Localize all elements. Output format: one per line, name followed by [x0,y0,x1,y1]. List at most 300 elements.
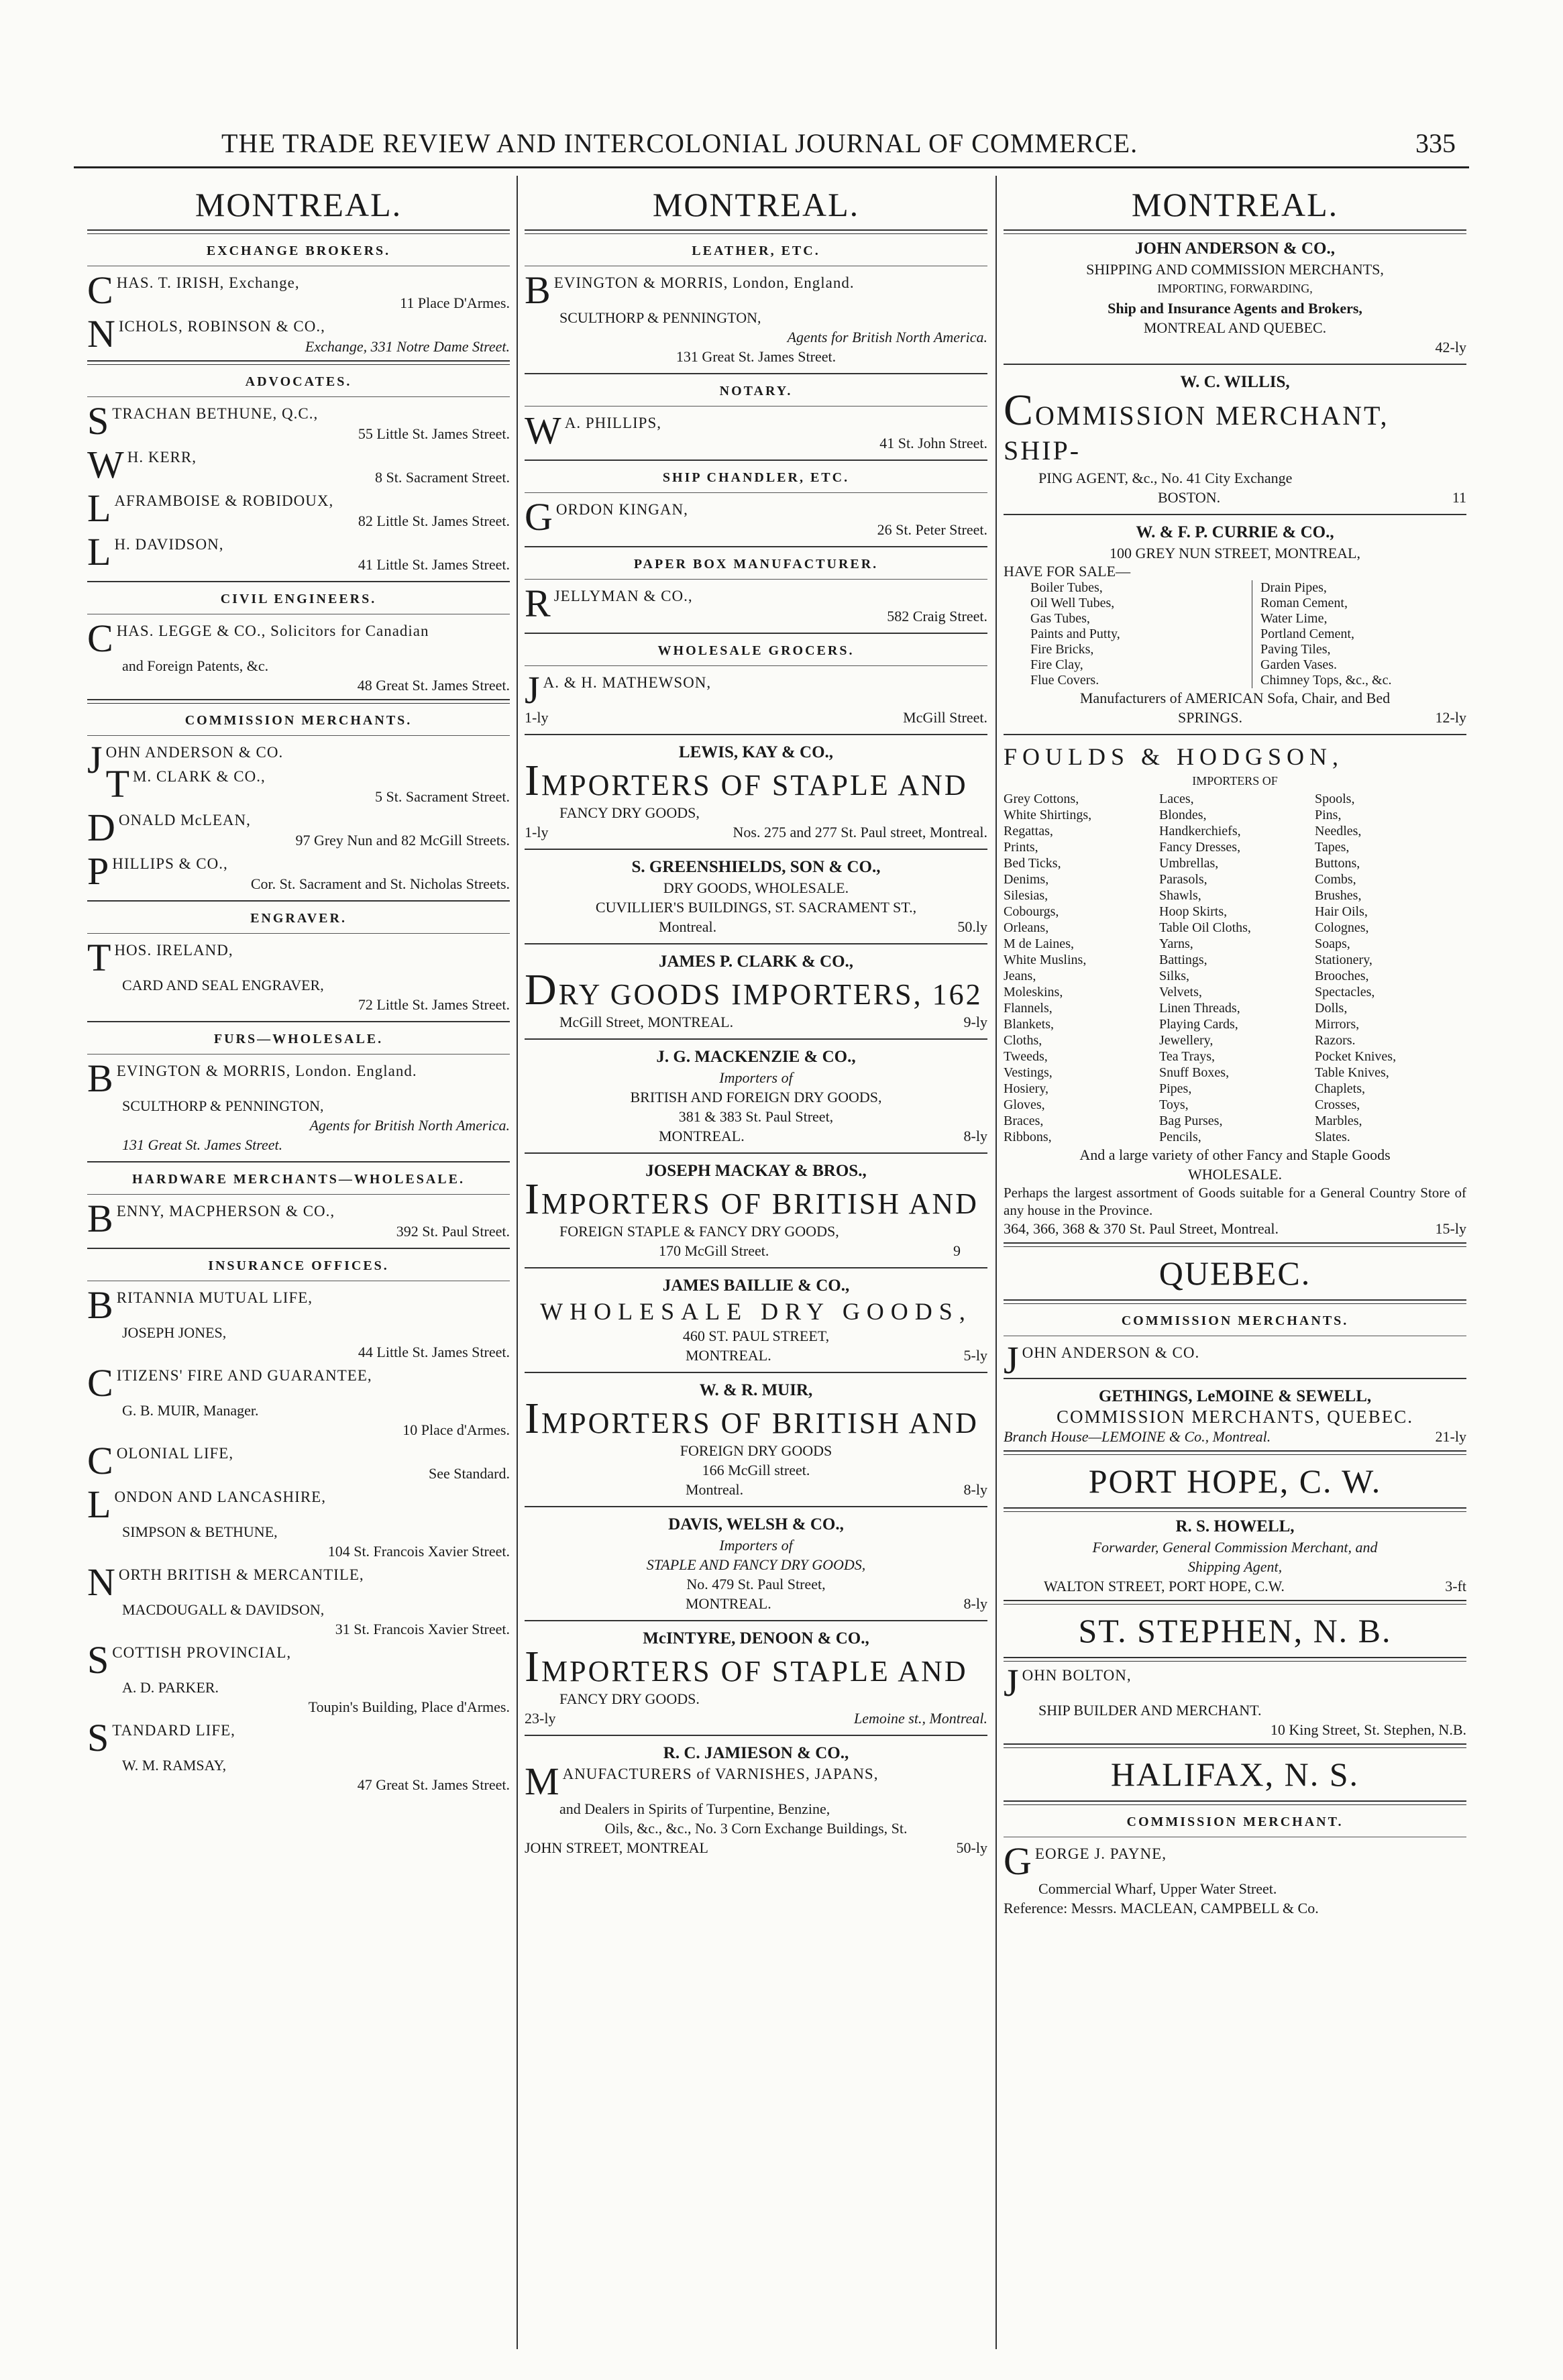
listing-footer [525,1012,987,1032]
product-item: Paving Tiles, [1260,642,1331,657]
listing-address: 131 Great St. James Street. [122,1136,283,1153]
product-item: Soaps, [1315,936,1350,951]
listing-address: 72 Little St. James Street. [358,996,510,1013]
product-item: Shawls, [1159,888,1201,903]
listing-headline: IMPORTERS OF STAPLE AND [525,756,968,805]
listing [87,936,510,1014]
foulds-product-list [1004,791,1466,1145]
product-item: Grey Cottons, [1004,792,1079,806]
product-item: Pocket Knives, [1315,1049,1397,1064]
listing [87,849,510,894]
city-heading: PORT HOPE, C. W. [1088,1462,1382,1500]
divider [525,849,987,850]
divider [525,1267,987,1268]
divider [87,735,510,736]
listing-name: JA. & H. MATHEWSON, [525,668,712,712]
listing [87,1560,510,1639]
product-item: Fire Bricks, [1030,642,1094,657]
city-heading: MONTREAL. [195,186,402,223]
listing-name: JOSEPH MACKAY & BROS., [645,1162,867,1180]
section-heading: NOTARY. [719,384,793,398]
listing-name: LAFRAMBOISE & ROBIDOUX, [87,486,334,530]
listing-code: 1-ly [525,709,549,726]
divider [525,1152,987,1154]
divider [1004,1800,1466,1805]
product-item: Prints, [1004,840,1038,855]
product-item: Tapes, [1315,840,1350,855]
product-item: Buttons, [1315,856,1360,871]
city-heading: MONTREAL. [652,186,860,223]
listing-code: 9-ly [963,1014,987,1030]
listing-footer [525,1346,987,1365]
listing [1004,1386,1466,1446]
listing-name: STANDARD LIFE, [87,1716,235,1760]
divider [525,943,987,944]
listing-address: 41 St. John Street. [879,435,987,451]
listing-footer [525,1241,987,1260]
product-item: Flannels, [1004,1001,1053,1016]
listing [87,1361,510,1440]
listing-name: McINTYRE, DENOON & CO., [643,1629,869,1647]
divider [87,581,510,582]
listing-address: Lemoine st., Montreal. [854,1710,987,1727]
listing-address: 5 St. Sacrament Street. [374,788,510,805]
product-item: Handkerchiefs, [1159,824,1241,839]
listing-address: 44 Little St. James Street. [358,1344,510,1360]
listing-name: S. GREENSHIELDS, SON & CO., [631,858,881,876]
listing-name: RJELLYMAN & CO., [525,582,693,625]
product-item: Fancy Dresses, [1159,840,1241,855]
listing-address: 26 St. Peter Street. [877,521,987,538]
listing-name: WA. PHILLIPS, [525,409,662,452]
listing-detail: Commercial Wharf, Upper Water Street. [1038,1880,1277,1897]
product-item: Razors. [1315,1033,1356,1048]
divider [1004,1450,1466,1455]
product-item: Braces, [1004,1114,1044,1128]
product-column [1159,791,1311,1145]
listing-headline: COMMISSION MERCHANT, SHIP- [1004,386,1389,466]
column-montreal-2 [525,176,987,2363]
divider [525,492,987,493]
listing-address: 10 Place d'Armes. [402,1421,510,1438]
listing-address: 41 Little St. James Street. [358,556,510,573]
listing-detail: SPRINGS. [1178,709,1242,726]
product-item: Jeans, [1004,969,1036,983]
listing-code: 5-ly [963,1347,987,1364]
product-item: Hair Oils, [1315,904,1368,919]
listing-headline: DRY GOODS IMPORTERS, 162 [525,965,983,1014]
divider [525,1372,987,1373]
listing-code: 50-ly [956,1839,987,1856]
product-item: Cobourgs, [1004,904,1059,919]
divider [87,396,510,397]
section-heading: ADVOCATES. [245,374,352,389]
listing-city: Montreal. [686,1481,744,1498]
listing-name: GETHINGS, LeMOINE & SEWELL, [1098,1387,1372,1405]
product-column [1030,580,1245,688]
product-item: Laces, [1159,792,1194,806]
divider [87,933,510,934]
header-rule [74,166,1469,168]
listing-name: JOHN ANDERSON & CO. [87,738,284,781]
listing-detail: WHOLESALE. [1188,1166,1282,1183]
listing-name: PHILLIPS & CO., [87,849,228,893]
section-heading: EXCHANGE BROKERS. [206,244,391,258]
product-item: Battings, [1159,953,1207,967]
listing-detail: Importers of [719,1069,793,1086]
listing-detail: Branch House—LEMOINE & Co., Montreal. [1004,1428,1271,1445]
section-heading: ENGRAVER. [250,911,347,926]
listing [525,495,987,539]
divider [87,360,510,365]
product-item: Parasols, [1159,872,1207,887]
product-item: Tea Trays, [1159,1049,1216,1064]
product-item: Vestings, [1004,1065,1053,1080]
divider [87,229,510,234]
listing-footer [525,708,987,727]
listing-detail: SCULTHORP & PENNINGTON, [559,309,761,326]
product-item: Tweeds, [1004,1049,1048,1064]
listing-footer [525,1126,987,1146]
listing-name: CITIZENS' FIRE AND GUARANTEE, [87,1361,372,1405]
product-item: Umbrellas, [1159,856,1219,871]
listing-name: BEVINGTON & MORRIS, London, England. [525,268,855,312]
product-item: Water Lime, [1260,611,1328,626]
listing-address: 82 Little St. James Street. [358,512,510,529]
divider [87,1161,510,1162]
listing-name: NICHOLS, ROBINSON & CO., [87,312,325,356]
listing-detail: and Dealers in Spirits of Turpentine, Benzine, [559,1800,830,1817]
product-item: Chimney Tops, &c., &c. [1260,673,1392,688]
product-item: Gloves, [1004,1097,1045,1112]
listing [525,742,987,842]
divider [87,1248,510,1249]
listing-name: CHAS. LEGGE & CO., Solicitors for Canadian [87,616,429,660]
listing-name: W. C. WILLIS, [1180,373,1290,391]
listing-detail: COMMISSION MERCHANTS, QUEBEC. [1056,1407,1414,1427]
listing [525,1275,987,1365]
listing-name: BEVINGTON & MORRIS, London. England. [87,1057,417,1100]
listing-name: JAMES BAILLIE & CO., [662,1277,850,1295]
section-heading: PAPER BOX MANUFACTURER. [633,557,879,572]
section-heading: COMMISSION MERCHANT. [1126,1815,1344,1829]
section-heading: COMMISSION MERCHANTS. [1121,1313,1349,1328]
divider [1004,229,1466,234]
listing-detail: Forwarder, General Commission Merchant, and [1092,1539,1378,1556]
divider [525,579,987,580]
listing-name: JAMES P. CLARK & CO., [658,953,854,971]
product-item: Pins, [1315,808,1342,822]
city-heading: MONTREAL. [1131,186,1339,223]
listing [525,668,987,727]
listing [525,857,987,936]
product-item: Mirrors, [1315,1017,1360,1032]
listing-name: BENNY, MACPHERSON & CO., [87,1197,335,1240]
listing-detail: FOREIGN DRY GOODS [680,1442,832,1459]
product-item: Spools, [1315,792,1355,806]
listing-address: 97 Grey Nun and 82 McGill Streets. [295,832,510,849]
city-heading: ST. STEPHEN, N. B. [1078,1612,1392,1649]
listing-detail: W. M. RAMSAY, [122,1757,227,1774]
listing-footer [1004,1427,1466,1446]
listing-address: 104 St. Francois Xavier Street. [327,1543,510,1560]
listing-city: MONTREAL. [659,1128,745,1144]
listing-name: SCOTTISH PROVINCIAL, [87,1638,292,1682]
listing [87,312,510,356]
listing-address: BOSTON. [1158,489,1221,506]
product-item: Spectacles, [1315,985,1375,999]
listing-detail: Agents for British North America. [787,329,987,345]
divider [87,1021,510,1022]
listing [525,1514,987,1613]
listing [87,268,510,313]
city-heading: HALIFAX, N. S. [1110,1755,1360,1793]
section-heading: HARDWARE MERCHANTS—WHOLESALE. [132,1172,465,1187]
column-montreal-3 [1004,176,1466,2363]
divider [525,1506,987,1507]
listing [525,582,987,626]
listing-headline: IMPORTERS OF BRITISH AND [525,1394,979,1443]
listing [525,1046,987,1146]
product-item: Jewellery, [1159,1033,1214,1048]
listing-footer [1004,488,1466,507]
listing-address: CUVILLIER'S BUILDINGS, ST. SACRAMENT ST., [595,899,917,916]
listing [525,409,987,453]
divider [525,1620,987,1621]
listing-detail: Oils, &c., &c., No. 3 Corn Exchange Buildings, St. [604,1820,908,1837]
product-item: Bag Purses, [1159,1114,1223,1128]
listing [87,399,510,443]
product-column [1252,580,1466,688]
divider [87,699,510,704]
section-heading: INSURANCE OFFICES. [208,1258,389,1273]
listing-address: McGill Street, MONTREAL. [559,1014,734,1030]
product-item: Pipes, [1159,1081,1192,1096]
product-item: Fire Clay, [1030,657,1083,672]
listing-detail: MANUFACTURERS of VARNISHES, JAPANS, [525,1760,879,1803]
listing-address: 10 King Street, St. Stephen, N.B. [1270,1721,1466,1738]
listing-address: 48 Great St. James Street. [357,677,510,694]
listing-footer [525,1709,987,1728]
product-item: Yarns, [1159,936,1193,951]
listing-detail: DRY GOODS, WHOLESALE. [663,879,849,896]
listing [525,1380,987,1499]
product-item: Needles, [1315,824,1362,839]
product-item: Brooches, [1315,969,1369,983]
section-heading: LEATHER, ETC. [692,244,820,258]
page-number: 335 [1415,128,1456,158]
product-item: Portland Cement, [1260,627,1354,641]
product-item: Brushes, [1315,888,1362,903]
product-item: Hosiery, [1004,1081,1049,1096]
divider [1004,1507,1466,1512]
divider [1004,1743,1466,1748]
listing-address: 11 Place D'Armes. [400,294,510,311]
product-item: Stationery, [1315,953,1372,967]
listing-name: THOS. IRELAND, [87,936,233,979]
product-item: Cloths, [1004,1033,1042,1048]
product-column [1315,791,1466,1145]
product-item: White Shirtings, [1004,808,1092,822]
listing-address: Nos. 275 and 277 St. Paul street, Montreal. [733,824,987,841]
product-item: Moleskins, [1004,985,1063,999]
divider [525,734,987,735]
listing-detail: and Foreign Patents, &c. [122,657,269,674]
product-item: Boiler Tubes, [1030,580,1103,595]
listing-detail: CARD AND SEAL ENGRAVER, [122,977,324,993]
section-heading: CIVIL ENGINEERS. [220,592,377,606]
listing [87,616,510,695]
listing-detail: FANCY DRY GOODS, [559,804,700,821]
listing-address: Exchange, 331 Notre Dame Street. [305,338,510,355]
listing [525,268,987,366]
product-item: Oil Well Tubes, [1030,596,1115,610]
listing-name: GORDON KINGAN, [525,495,688,539]
running-head: THE TRADE REVIEW AND INTERCOLONIAL JOURNAL OF COMMERCE. [221,128,1138,158]
listing-name: JOHN ANDERSON & CO. [1004,1338,1200,1382]
product-item: Garden Vases. [1260,657,1338,672]
listing-detail: Agents for British North America. [309,1117,510,1134]
listing-footer [525,917,987,936]
listing-code: 8-ly [963,1595,987,1612]
listing [1004,238,1466,357]
listing [87,486,510,531]
product-item: Combs, [1315,872,1356,887]
city-heading: QUEBEC. [1158,1254,1311,1292]
listing-address: Cor. St. Sacrament and St. Nicholas Streets. [250,875,510,892]
listing-address: 166 McGill street. [702,1462,810,1478]
product-item: Roman Cement, [1260,596,1348,610]
listing-name: NORTH BRITISH & MERCANTILE, [87,1560,364,1604]
listing-address: No. 479 St. Paul Street, [686,1576,826,1592]
listing-name: J. G. MACKENZIE & CO., [656,1048,856,1066]
listing-detail: SCULTHORP & PENNINGTON, [122,1097,324,1114]
listing-city: Montreal. [659,918,717,935]
listing [1004,1338,1466,1382]
product-item: Denims, [1004,872,1049,887]
product-item: Toys, [1159,1097,1189,1112]
listing [87,1197,510,1241]
column-montreal-1 [87,176,510,2363]
listing-name: LONDON AND LANCASHIRE, [87,1482,326,1526]
listing [525,1628,987,1728]
divider [87,1194,510,1195]
listing [525,1160,987,1260]
listing [1004,1661,1466,1739]
listing-footer [525,822,987,842]
listing [87,762,510,806]
listing-detail: Ship and Insurance Agents and Brokers, [1108,300,1362,317]
section-heading: WHOLESALE GROCERS. [657,643,855,658]
divider [87,900,510,902]
listing-address: 131 Great St. James Street. [676,348,837,365]
listing-address: WALTON STREET, PORT HOPE, C.W. [1044,1578,1285,1594]
product-item: Blankets, [1004,1017,1054,1032]
listing-detail: HAVE FOR SALE— [1004,563,1131,580]
product-item: White Muslins, [1004,953,1087,967]
listing-detail: SHIPPING AND COMMISSION MERCHANTS, [1086,261,1384,278]
listing-detail: Shipping Agent, [1187,1558,1283,1575]
listing-headline: IMPORTERS OF STAPLE AND [525,1642,968,1691]
listing-detail: IMPORTERS OF [1192,774,1278,788]
product-item: Hoop Skirts, [1159,904,1228,919]
listing-name: DAVIS, WELSH & CO., [668,1515,844,1533]
listing-detail: FANCY DRY GOODS. [559,1690,700,1707]
product-item: Silks, [1159,969,1190,983]
listing [1004,1516,1466,1596]
product-item: Colognes, [1315,920,1369,935]
product-item: Silesias, [1004,888,1048,903]
listing-address: 392 St. Paul Street. [396,1223,510,1240]
listing [1004,742,1466,1238]
listing-name: WH. KERR, [87,443,197,486]
listing-code: 8-ly [963,1128,987,1144]
product-item: Crosses, [1315,1097,1360,1112]
divider [1004,514,1466,515]
divider [1004,1600,1466,1605]
listing-footer [525,1480,987,1499]
section-heading: SHIP CHANDLER, ETC. [662,470,850,485]
listing-code: 11 [1452,489,1466,506]
listing [87,806,510,850]
product-column [1004,791,1155,1145]
listing-detail: Reference: Messrs. MACLEAN, CAMPBELL & Co. [1004,1900,1319,1916]
listing-name: W. & F. P. CURRIE & CO., [1136,523,1334,541]
listing-detail: MONTREAL AND QUEBEC. [1143,319,1327,336]
listing-address: 47 Great St. James Street. [357,1776,510,1793]
listing-name: JOHN BOLTON, [1004,1661,1132,1705]
product-item: Chaplets, [1315,1081,1365,1096]
listing-address: 381 & 383 St. Paul Street, [678,1108,834,1125]
listing-address: 364, 366, 368 & 370 St. Paul Street, Montreal. [1004,1220,1279,1237]
listing [525,951,987,1032]
listing-detail: And a large variety of other Fancy and Staple Goods [1079,1146,1391,1163]
listing-detail: IMPORTING, FORWARDING, [1157,282,1313,295]
listing-city: MONTREAL. [686,1347,771,1364]
listing-name: DONALD McLEAN, [87,806,251,849]
listing-name: COLONIAL LIFE, [87,1439,234,1482]
listing-name: TM. CLARK & CO., [105,762,266,806]
product-item: Marbles, [1315,1114,1362,1128]
listing-detail: BRITISH AND FOREIGN DRY GOODS, [630,1089,882,1105]
column-divider [517,176,518,2349]
listing-code: 50.ly [957,918,987,935]
product-item: Gas Tubes, [1030,611,1090,626]
product-item: Dolls, [1315,1001,1348,1016]
listing [87,1439,510,1483]
divider [525,665,987,666]
listing-footer [1004,1219,1466,1238]
listing [87,1482,510,1561]
listing-headline: FOULDS & HODGSON, [1004,743,1344,770]
listing-name: LEWIS, KAY & CO., [678,743,834,761]
listing-code: 9 [953,1242,961,1259]
listing-footer [1004,708,1466,727]
product-item: Ribbons, [1004,1130,1052,1144]
listing-detail: STAPLE AND FANCY DRY GOODS, [646,1556,866,1573]
listing-footer [525,1594,987,1613]
listing-city: MONTREAL. [686,1595,771,1612]
listing-code: 42-ly [1435,339,1466,356]
listing-name: GEORGE J. PAYNE, [1004,1839,1167,1883]
listing [87,1716,510,1794]
listing-address: 8 St. Sacrament Street. [374,469,510,486]
product-item: Pencils, [1159,1130,1201,1144]
divider [1004,1299,1466,1304]
listing-headline: IMPORTERS OF BRITISH AND [525,1175,979,1224]
listing [1004,522,1466,727]
listing [87,1638,510,1717]
